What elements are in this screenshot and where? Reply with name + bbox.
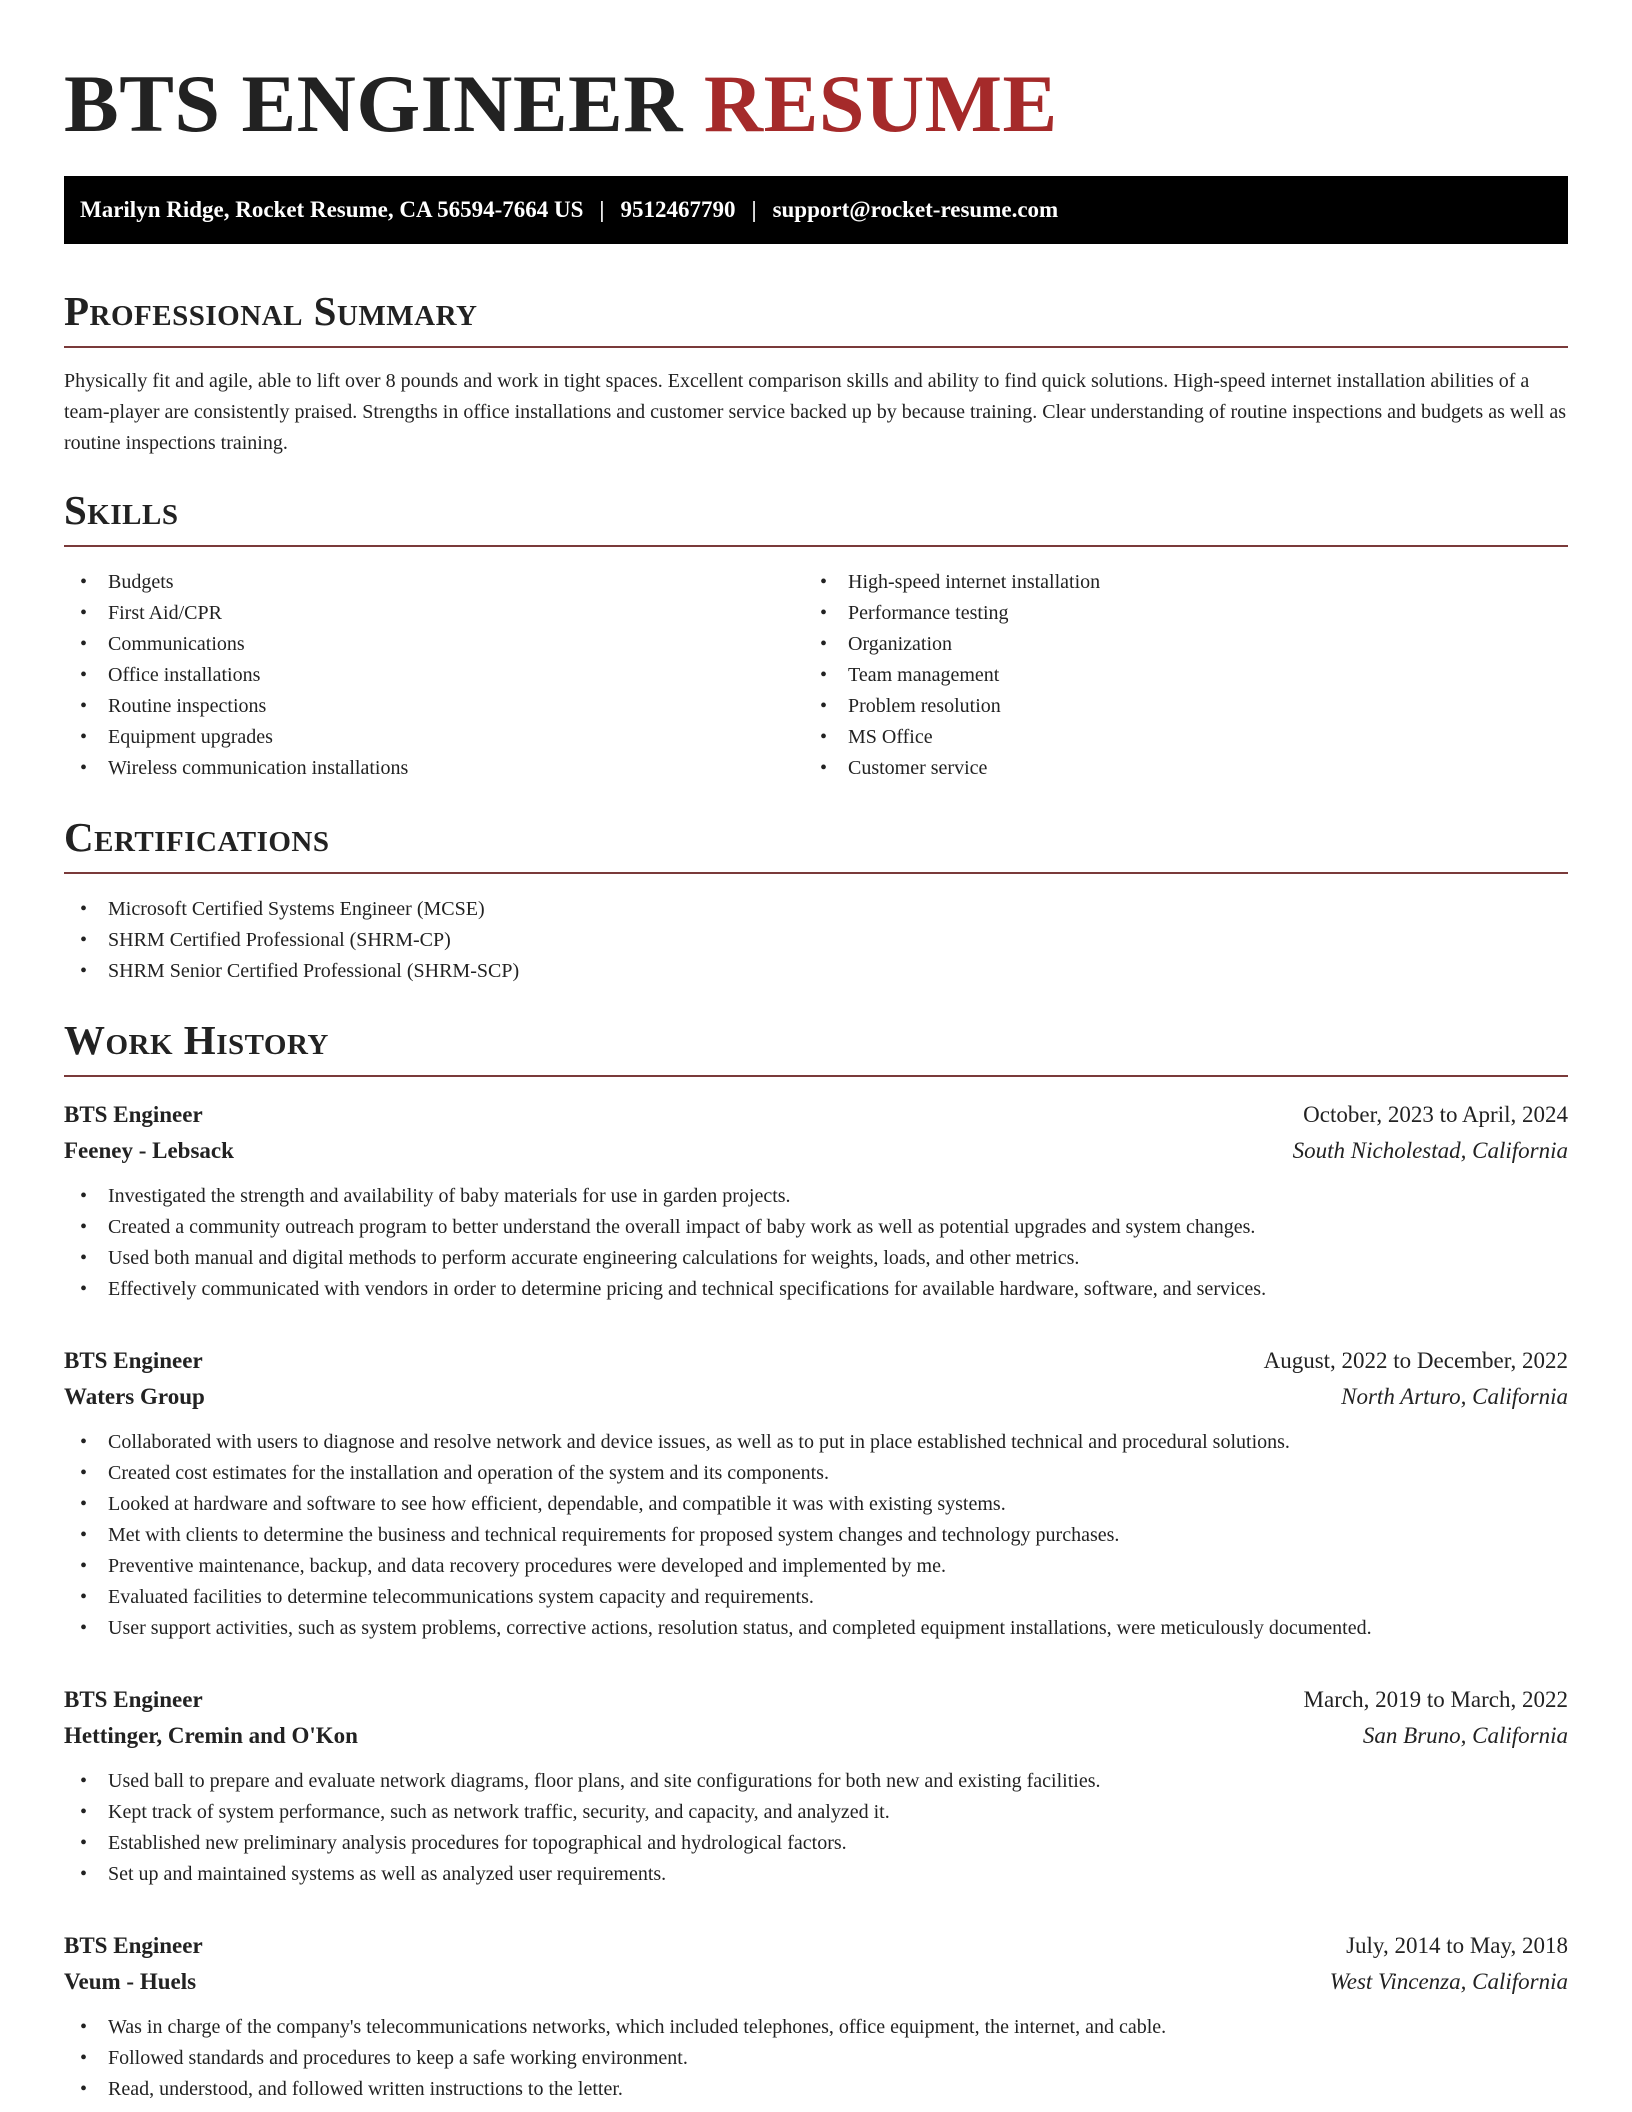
job-title: BTS Engineer <box>64 1687 203 1712</box>
skills-list-right <box>804 567 1544 784</box>
work-history-heading: Work History <box>64 1015 1568 1077</box>
job-duty-item: • Used both manual and digital methods to perform accurate engineering calculations for weights, loads, and other metrics. <box>64 1243 1568 1274</box>
job-company-row <box>64 1379 1568 1415</box>
skill-item: • Routine inspections <box>64 691 804 722</box>
job-entry <box>64 1682 1568 1890</box>
certification-item: • Microsoft Certified Systems Engineer (MCSE) <box>64 894 1568 925</box>
job-entry <box>64 1928 1568 2105</box>
resume-content <box>64 0 1568 2105</box>
job-duty-item: • Read, understood, and followed written instructions to the letter. <box>64 2074 1568 2105</box>
job-duty-item: • Set up and maintained systems as well as analyzed user requirements. <box>64 1859 1568 1890</box>
skills-heading: Skills <box>64 485 1568 547</box>
job-duty-item: • Investigated the strength and availability of baby materials for use in garden projects. <box>64 1181 1568 1212</box>
job-entry <box>64 1097 1568 1305</box>
job-dates: July, 2014 to May, 2018 <box>1346 1933 1568 1958</box>
job-title: BTS Engineer <box>64 1933 203 1958</box>
contact-email: support@rocket-resume.com <box>772 197 1059 222</box>
certification-item: • SHRM Senior Certified Professional (SHRM-SCP) <box>64 956 1568 987</box>
job-entry <box>64 1343 1568 1644</box>
contact-separator: | <box>599 197 605 222</box>
summary-section <box>64 286 1568 459</box>
job-duty-item: • Followed standards and procedures to keep a safe working environment. <box>64 2043 1568 2074</box>
skill-item: • Organization <box>804 629 1544 660</box>
skills-section <box>64 485 1568 784</box>
contact-address: Marilyn Ridge, Rocket Resume, CA 56594-7664 US <box>80 197 584 222</box>
skill-item: • Team management <box>804 660 1544 691</box>
job-duty-item: • Kept track of system performance, such as network traffic, security, and capacity, and analyzed it. <box>64 1797 1568 1828</box>
job-duty-item: • Evaluated facilities to determine telecommunications system capacity and requirements. <box>64 1582 1568 1613</box>
contact-phone: 9512467790 <box>620 197 736 222</box>
job-duty-item: • Used ball to prepare and evaluate network diagrams, floor plans, and site configurations for both new and existing facilities. <box>64 1766 1568 1797</box>
job-duty-item: • Met with clients to determine the business and technical requirements for proposed system changes and technology purchases. <box>64 1520 1568 1551</box>
summary-heading: Professional Summary <box>64 286 1568 348</box>
skills-list-left <box>64 567 804 784</box>
certifications-heading: Certifications <box>64 812 1568 874</box>
job-duties-list <box>64 1181 1568 1305</box>
job-company-row <box>64 1964 1568 2000</box>
skill-item: • Office installations <box>64 660 804 691</box>
job-title: BTS Engineer <box>64 1348 203 1373</box>
skill-item: • Customer service <box>804 753 1544 784</box>
title-main: BTS ENGINEER <box>64 58 683 149</box>
job-company: Waters Group <box>64 1384 205 1409</box>
job-duty-item: • User support activities, such as system problems, corrective actions, resolution status, and completed equipment installations, were meticulously documented. <box>64 1613 1568 1644</box>
work-history-section <box>64 1015 1568 2105</box>
job-dates: October, 2023 to April, 2024 <box>1303 1102 1568 1127</box>
certifications-list <box>64 894 1568 987</box>
job-dates: August, 2022 to December, 2022 <box>1263 1348 1568 1373</box>
summary-text: Physically fit and agile, able to lift over 8 pounds and work in tight spaces. Excellent comparison skills and ability to find quick solutions. High-speed internet installation abilities of a team-player are consistently praised. Strengths in office installations and customer service backed up by because training. Clear understanding of routine inspections and budgets as well as routine inspections training. <box>64 370 1566 454</box>
contact-separator: | <box>751 197 757 222</box>
skill-item: • Problem resolution <box>804 691 1544 722</box>
job-location: North Arturo, California <box>1341 1384 1568 1409</box>
skill-item: • First Aid/CPR <box>64 598 804 629</box>
job-duty-item: • Established new preliminary analysis procedures for topographical and hydrological factors. <box>64 1828 1568 1859</box>
job-company: Hettinger, Cremin and O'Kon <box>64 1723 358 1748</box>
skill-item: • Communications <box>64 629 804 660</box>
job-company-row <box>64 1718 1568 1754</box>
job-duties-list <box>64 1766 1568 1890</box>
job-header-row <box>64 1682 1568 1718</box>
skill-item: • Budgets <box>64 567 804 598</box>
job-location: West Vincenza, California <box>1329 1969 1568 1994</box>
job-location: South Nicholestad, California <box>1292 1138 1568 1163</box>
job-duties-list <box>64 2012 1568 2105</box>
job-duty-item: • Was in charge of the company's telecommunications networks, which included telephones, office equipment, the internet, and cable. <box>64 2012 1568 2043</box>
skills-columns <box>64 547 1568 784</box>
job-company-row <box>64 1133 1568 1169</box>
certifications-section <box>64 812 1568 987</box>
job-location: San Bruno, California <box>1362 1723 1568 1748</box>
job-duty-item: • Collaborated with users to diagnose and resolve network and device issues, as well as to put in place established technical and procedural solutions. <box>64 1427 1568 1458</box>
skill-item: • Wireless communication installations <box>64 753 804 784</box>
job-dates: March, 2019 to March, 2022 <box>1303 1687 1568 1712</box>
job-company: Veum - Huels <box>64 1969 197 1994</box>
job-title: BTS Engineer <box>64 1102 203 1127</box>
title-accent: RESUME <box>703 58 1058 149</box>
job-header-row <box>64 1097 1568 1133</box>
job-duty-item: • Created cost estimates for the installation and operation of the system and its components. <box>64 1458 1568 1489</box>
job-duties-list <box>64 1427 1568 1644</box>
job-header-row <box>64 1343 1568 1379</box>
skill-item: • High-speed internet installation <box>804 567 1544 598</box>
skill-item: • MS Office <box>804 722 1544 753</box>
job-duty-item: • Preventive maintenance, backup, and data recovery procedures were developed and implemented by me. <box>64 1551 1568 1582</box>
contact-bar <box>64 176 1568 244</box>
skill-item: • Performance testing <box>804 598 1544 629</box>
skill-item: • Equipment upgrades <box>64 722 804 753</box>
resume-title <box>64 56 1568 152</box>
job-duty-item: • Effectively communicated with vendors in order to determine pricing and technical specifications for available hardware, software, and services. <box>64 1274 1568 1305</box>
job-duty-item: • Created a community outreach program to better understand the overall impact of baby work as well as potential upgrades and system changes. <box>64 1212 1568 1243</box>
job-header-row <box>64 1928 1568 1964</box>
job-company: Feeney - Lebsack <box>64 1138 234 1163</box>
job-duty-item: • Looked at hardware and software to see how efficient, dependable, and compatible it was with existing systems. <box>64 1489 1568 1520</box>
certification-item: • SHRM Certified Professional (SHRM-CP) <box>64 925 1568 956</box>
